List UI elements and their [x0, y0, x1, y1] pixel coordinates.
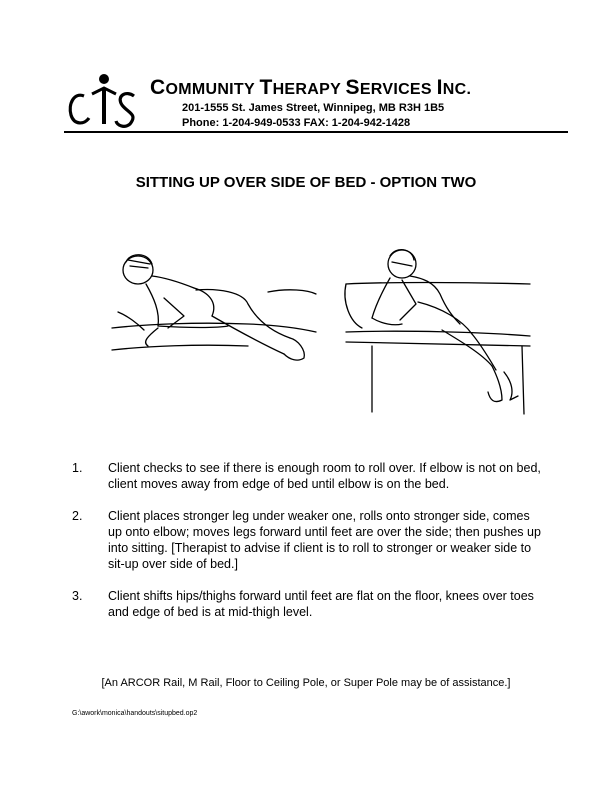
page-title: SITTING UP OVER SIDE OF BED - OPTION TWO — [135, 174, 477, 191]
step-text: Client shifts hips/thighs forward until feet are flat on the floor, knees over toes and edge of bed is at mid-thigh level. — [108, 589, 534, 619]
step-number: 1. — [72, 461, 83, 475]
step-text: Client checks to see if there is enough room to roll over. If elbow is not on bed, client moves away from edge of bed until elbow is on the bed. — [108, 461, 541, 491]
list-item — [72, 460, 542, 492]
illustration-rolling-on-side — [108, 232, 318, 380]
illustration-sitting-up — [342, 242, 532, 422]
cts-logo — [62, 72, 142, 132]
list-item — [72, 588, 542, 620]
file-path: G:\awork\monica\handouts\situpbed.op2 — [72, 710, 198, 717]
company-address: 201-1555 St. James Street, Winnipeg, MB R3H 1B5 — [182, 102, 445, 114]
header-divider — [64, 131, 568, 133]
step-number: 3. — [72, 589, 83, 603]
step-text: Client places stronger leg under weaker one, rolls onto stronger side, comes up onto elbow; moves legs forward until feet are over the side; then pushes up into sitting. [Therapist to advise if client is to roll to stronger or weaker side to sit-up over side of bed.] — [108, 509, 541, 571]
company-name: COMMUNITY THERAPY SERVICES INC. — [150, 76, 472, 99]
list-item — [72, 508, 542, 572]
instruction-list — [72, 460, 542, 636]
assistance-note: [An ARCOR Rail, M Rail, Floor to Ceiling Pole, or Super Pole may be of assistance.] — [101, 677, 511, 689]
company-phone: Phone: 1-204-949-0533 FAX: 1-204-942-1428 — [182, 117, 411, 129]
step-number: 2. — [72, 509, 83, 523]
